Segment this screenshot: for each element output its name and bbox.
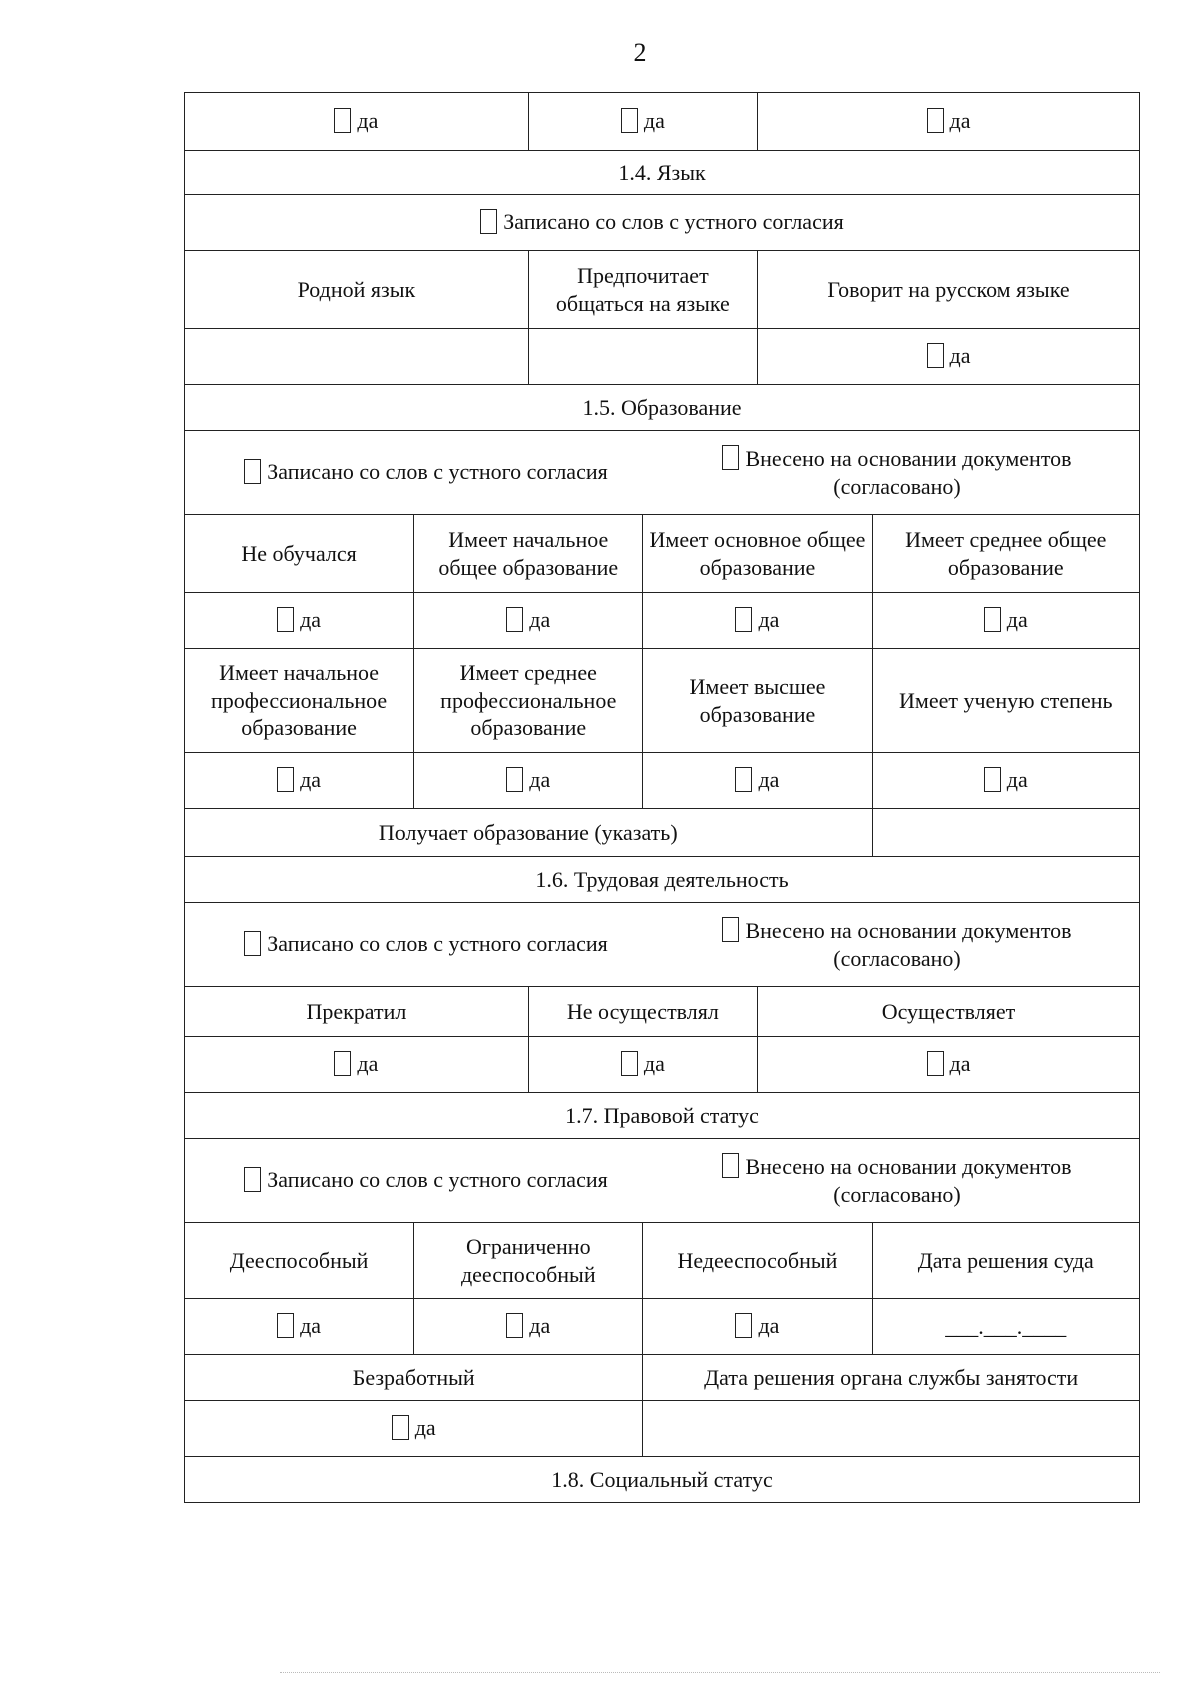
checkbox[interactable]: [927, 1051, 944, 1076]
yes-cell: да: [414, 593, 643, 649]
consent-row: Записано со слов с устного согласия: [185, 195, 1140, 251]
yes-cell: да: [643, 753, 872, 809]
header-court-date: Дата решения суда: [872, 1223, 1139, 1299]
label-studying: Получает образование (указать): [185, 809, 873, 857]
checkbox[interactable]: [277, 767, 294, 792]
checkbox[interactable]: [927, 343, 944, 368]
checkbox[interactable]: [334, 108, 351, 133]
checkbox[interactable]: [735, 607, 752, 632]
checkbox-oral-consent[interactable]: [244, 931, 261, 956]
section-title-education: 1.5. Образование: [185, 385, 1140, 431]
yes-cell: да: [185, 1299, 414, 1355]
native-language-value[interactable]: [185, 329, 529, 385]
checkbox[interactable]: [506, 607, 523, 632]
yes-cell: да: [185, 593, 414, 649]
header-native-language: Родной язык: [185, 251, 529, 329]
checkbox[interactable]: [277, 607, 294, 632]
header-primary-professional: Имеет начальное профессиональное образование: [185, 649, 414, 753]
checkbox[interactable]: [506, 1313, 523, 1338]
yes-cell: да: [872, 753, 1139, 809]
header-limited-capable: Ограниченно дееспособный: [414, 1223, 643, 1299]
yes-cell: да: [185, 1037, 529, 1093]
section-title-social-status: 1.8. Социальный статус: [185, 1457, 1140, 1503]
section-title-language: 1.4. Язык: [185, 151, 1140, 195]
header-employment-service-date: Дата решения органа службы занятости: [643, 1355, 1140, 1401]
header-working: Осуществляет: [757, 987, 1139, 1037]
yes-cell: да: [757, 93, 1139, 151]
studying-value[interactable]: [872, 809, 1139, 857]
questionnaire-table: [184, 92, 1140, 1503]
header-speaks-russian: Говорит на русском языке: [757, 251, 1139, 329]
checkbox[interactable]: [621, 1051, 638, 1076]
header-no-education: Не обучался: [185, 515, 414, 593]
checkbox[interactable]: [927, 108, 944, 133]
checkbox[interactable]: [392, 1415, 409, 1440]
checkbox-documents[interactable]: [722, 1153, 739, 1178]
checkbox-oral-consent[interactable]: [244, 1167, 261, 1192]
header-higher-education: Имеет высшее образование: [643, 649, 872, 753]
section-title-employment: 1.6. Трудовая деятельность: [185, 857, 1140, 903]
header-basic-general: Имеет основное общее образование: [643, 515, 872, 593]
yes-cell: да: [757, 1037, 1139, 1093]
header-academic-degree: Имеет ученую степень: [872, 649, 1139, 753]
section-title-legal-status: 1.7. Правовой статус: [185, 1093, 1140, 1139]
header-never-worked: Не осуществлял: [528, 987, 757, 1037]
yes-cell: да: [414, 753, 643, 809]
header-primary-general: Имеет начальное общее образование: [414, 515, 643, 593]
yes-cell: да: [185, 1401, 643, 1457]
court-date-field[interactable]: ___.___.____: [872, 1299, 1139, 1355]
header-secondary-professional: Имеет среднее профессиональное образование: [414, 649, 643, 753]
yes-cell: да: [643, 1299, 872, 1355]
yes-cell: да: [528, 1037, 757, 1093]
header-unemployed: Безработный: [185, 1355, 643, 1401]
checkbox[interactable]: [621, 108, 638, 133]
yes-cell: да: [185, 93, 529, 151]
header-capable: Дееспособный: [185, 1223, 414, 1299]
scan-artifact-line: [280, 1672, 1160, 1674]
header-secondary-general: Имеет среднее общее образование: [872, 515, 1139, 593]
yes-cell: да: [872, 593, 1139, 649]
table-row: [185, 93, 1140, 151]
yes-cell: да: [528, 93, 757, 151]
consent-row: Записано со слов с устного согласия Внесено на основании документов (согласовано): [185, 903, 1140, 987]
checkbox[interactable]: [984, 607, 1001, 632]
checkbox-oral-consent[interactable]: [480, 209, 497, 234]
preferred-language-value[interactable]: [528, 329, 757, 385]
page-number: 2: [633, 38, 647, 67]
header-incapable: Недееспособный: [643, 1223, 872, 1299]
yes-cell: да: [643, 593, 872, 649]
checkbox-documents[interactable]: [722, 445, 739, 470]
checkbox[interactable]: [506, 767, 523, 792]
consent-row: Записано со слов с устного согласия Внесено на основании документов (согласовано): [185, 431, 1140, 515]
checkbox[interactable]: [735, 767, 752, 792]
checkbox[interactable]: [334, 1051, 351, 1076]
checkbox-documents[interactable]: [722, 917, 739, 942]
yes-cell: да: [185, 753, 414, 809]
checkbox[interactable]: [735, 1313, 752, 1338]
header-stopped: Прекратил: [185, 987, 529, 1037]
consent-row: Записано со слов с устного согласия Внесено на основании документов (согласовано): [185, 1139, 1140, 1223]
header-preferred-language: Предпочитает общаться на языке: [528, 251, 757, 329]
employment-date-value[interactable]: [643, 1401, 1140, 1457]
checkbox-oral-consent[interactable]: [244, 459, 261, 484]
checkbox[interactable]: [984, 767, 1001, 792]
yes-cell: да: [414, 1299, 643, 1355]
checkbox[interactable]: [277, 1313, 294, 1338]
yes-cell: да: [757, 329, 1139, 385]
